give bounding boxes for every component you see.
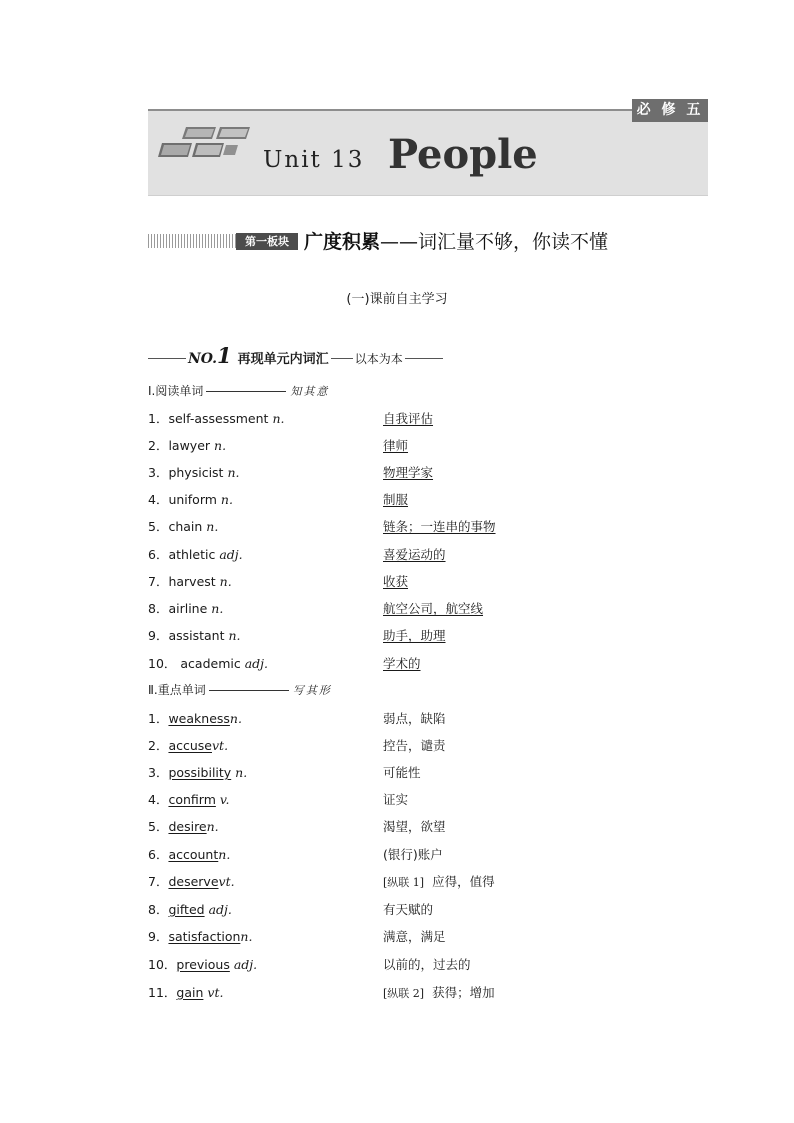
item-number: 9． [148, 628, 169, 643]
part2-hint: 写其形 [292, 684, 332, 697]
list-item [148, 817, 648, 837]
item-number: 1． [148, 711, 169, 726]
link-tag: [纵联 2] [383, 987, 425, 1000]
item-number: 5． [148, 819, 169, 834]
divider [331, 358, 353, 359]
word: physicist [168, 465, 224, 480]
part-of-speech: n. [218, 847, 231, 862]
item-number: 2． [148, 438, 169, 453]
meaning: 律师 [383, 438, 409, 453]
list-item [148, 983, 648, 1003]
word: previous [176, 957, 230, 972]
divider [209, 690, 289, 691]
list-item [148, 654, 648, 674]
meaning: 自我评估 [383, 411, 434, 426]
part-of-speech: n. [206, 819, 219, 834]
part1-heading [148, 382, 329, 399]
item-number: 3． [148, 465, 169, 480]
section-title [304, 227, 608, 254]
part-of-speech: adj. [233, 957, 258, 972]
word: weakness [168, 711, 230, 726]
item-number: 11． [148, 985, 177, 1000]
part2-label: Ⅱ.重点单词 [148, 683, 206, 697]
meaning: 可能性 [383, 765, 421, 780]
word: assistant [168, 628, 225, 643]
word: harvest [168, 574, 216, 589]
part-of-speech: n. [229, 711, 242, 726]
part-of-speech: vt. [207, 985, 224, 1000]
item-number: 10． [148, 656, 177, 671]
list-item [148, 463, 648, 483]
part-of-speech: n. [206, 519, 219, 534]
list-item [148, 436, 648, 456]
part2-heading [148, 681, 332, 698]
word: satisfaction [168, 929, 241, 944]
item-number: 6． [148, 547, 169, 562]
list-item [148, 709, 648, 729]
meaning: 满意，满足 [383, 929, 446, 944]
subheading: (一)课前自主学习 [346, 292, 448, 307]
list-item [148, 736, 648, 756]
part-of-speech: n. [214, 438, 227, 453]
word: airline [168, 601, 208, 616]
meaning: 学术的 [383, 656, 421, 671]
part-of-speech: n. [272, 411, 285, 426]
item-number: 8． [148, 902, 169, 917]
landscape-decoration-icon [158, 123, 253, 163]
no1-title: 再现单元内词汇 [237, 352, 329, 367]
part-of-speech: n. [240, 929, 253, 944]
list-item [148, 790, 648, 810]
part-of-speech: n. [219, 574, 232, 589]
list-item [148, 517, 648, 537]
meaning: 有天赋的 [383, 902, 434, 917]
section-bar [148, 231, 708, 253]
part-of-speech: n. [235, 765, 248, 780]
word: desire [168, 819, 207, 834]
word: chain [168, 519, 203, 534]
no-tag: NO. [188, 351, 218, 367]
no1-heading [148, 343, 478, 368]
meaning: 控告，谴责 [383, 738, 446, 753]
meaning: (银行)账户 [383, 847, 443, 862]
section-title-main: 广度积累 [304, 231, 381, 253]
list-item [148, 599, 648, 619]
word: gifted [168, 902, 205, 917]
part1-label: Ⅰ.阅读单词 [148, 384, 204, 398]
list-item [148, 409, 648, 429]
word: uniform [168, 492, 217, 507]
link-tag: [纵联 1] [383, 876, 425, 889]
part-of-speech: n. [227, 465, 240, 480]
meaning: 助手，助理 [383, 628, 446, 643]
meaning: 证实 [383, 792, 409, 807]
meaning: 弱点，缺陷 [383, 711, 446, 726]
item-number: 7． [148, 874, 169, 889]
list-item [148, 900, 648, 920]
list-item [148, 572, 648, 592]
item-number: 5． [148, 519, 169, 534]
meaning: 收获 [383, 574, 409, 589]
list-item [148, 763, 648, 783]
list-item [148, 490, 648, 510]
part-of-speech: adj. [219, 547, 243, 562]
part-of-speech: vt. [211, 738, 229, 753]
item-number: 8． [148, 601, 169, 616]
word: confirm [168, 792, 216, 807]
part-of-speech: adj. [208, 902, 232, 917]
word: self-assessment [168, 411, 269, 426]
unit-banner [148, 102, 708, 196]
item-number: 4． [148, 792, 169, 807]
part-of-speech: adj. [244, 656, 269, 671]
list-item [148, 872, 648, 892]
word: athletic [168, 547, 216, 562]
item-number: 10． [148, 957, 177, 972]
part-of-speech: n. [228, 628, 241, 643]
part-of-speech: v. [219, 792, 230, 807]
meaning: 航空公司，航空线 [383, 601, 484, 616]
section-hatch-decoration [148, 234, 236, 248]
item-number: 2． [148, 738, 169, 753]
word: accuse [168, 738, 212, 753]
meaning: 以前的，过去的 [383, 957, 471, 972]
list-item [148, 845, 648, 865]
no-number: 1 [217, 343, 232, 368]
word: academic [180, 656, 241, 671]
item-number: 7． [148, 574, 169, 589]
item-number: 3． [148, 765, 169, 780]
word: lawyer [168, 438, 211, 453]
unit-title: People [388, 131, 538, 178]
divider [148, 358, 186, 359]
list-item [148, 927, 648, 947]
word: account [168, 847, 219, 862]
list-item [148, 545, 648, 565]
word: gain [176, 985, 204, 1000]
list-item [148, 626, 648, 646]
part-of-speech: vt. [218, 874, 235, 889]
meaning: 获得；增加 [432, 985, 495, 1000]
no1-subtitle: 以本为本 [354, 352, 403, 366]
list-item [148, 955, 648, 975]
word: deserve [168, 874, 219, 889]
word: possibility [168, 765, 232, 780]
meaning: 链条；一连串的事物 [383, 519, 496, 534]
book-tag: 必 修 五 [632, 99, 708, 122]
meaning: 渴望，欲望 [383, 819, 446, 834]
meaning: 制服 [383, 492, 409, 507]
item-number: 9． [148, 929, 169, 944]
section-subtitle: ——词汇量不够，你读不懂 [380, 231, 609, 253]
unit-number: Unit 13 [263, 147, 365, 173]
meaning: 物理学家 [383, 465, 434, 480]
item-number: 1． [148, 411, 169, 426]
part-of-speech: n. [211, 601, 224, 616]
part1-hint: 知其意 [290, 385, 330, 398]
divider [206, 391, 286, 392]
part-of-speech: n. [220, 492, 233, 507]
item-number: 6． [148, 847, 169, 862]
divider [405, 358, 443, 359]
meaning: 应得，值得 [432, 874, 495, 889]
section-label: 第一板块 [236, 233, 298, 250]
item-number: 4． [148, 492, 169, 507]
meaning: 喜爱运动的 [383, 547, 446, 562]
